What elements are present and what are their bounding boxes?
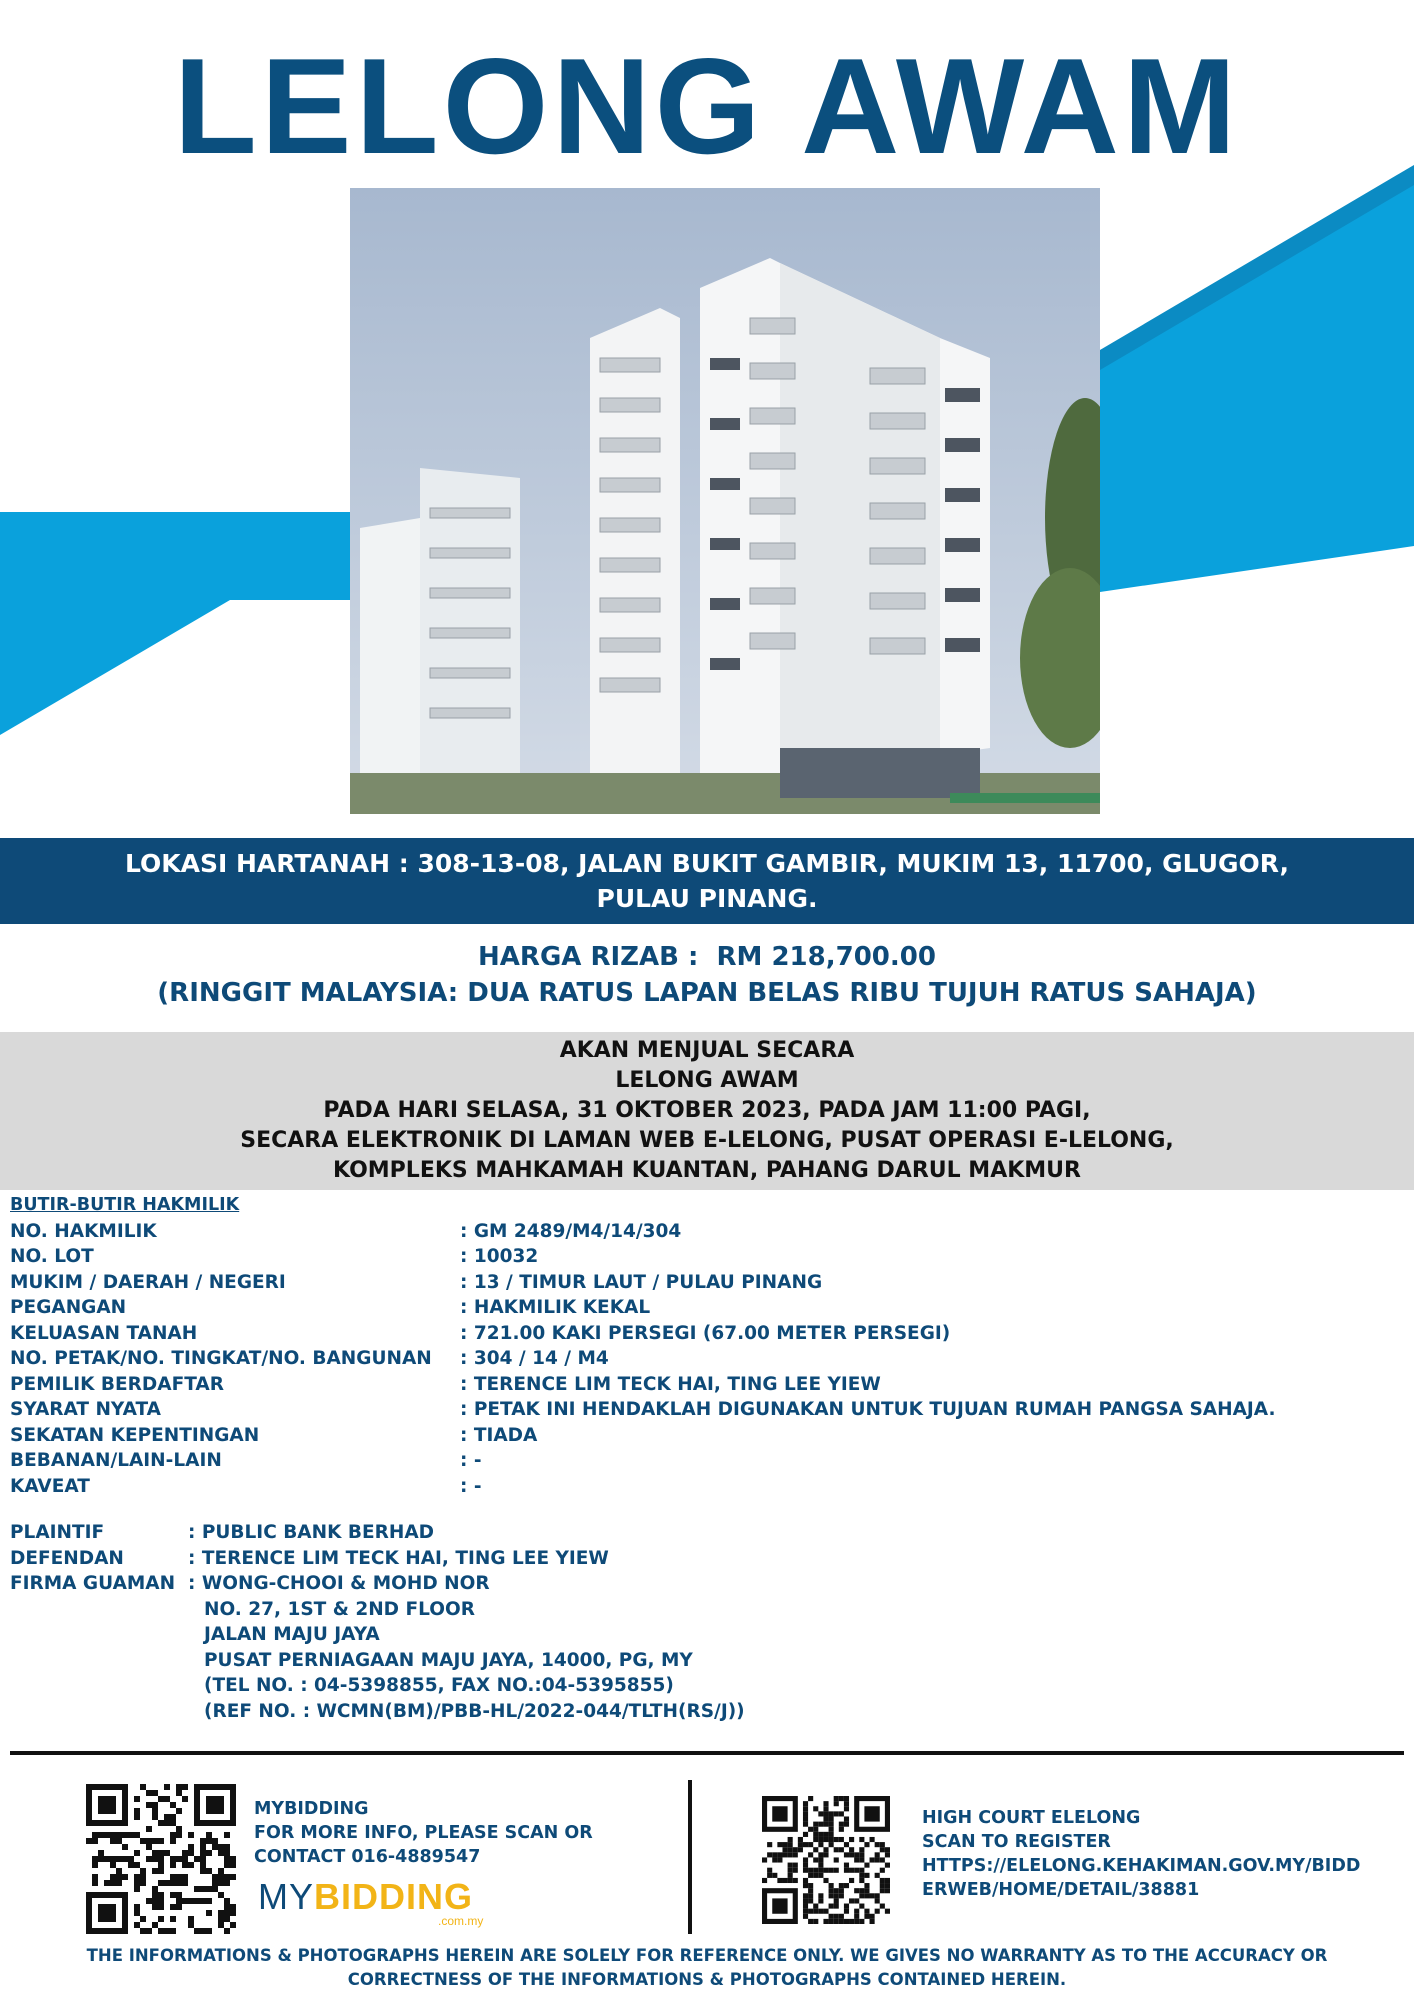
detail-row — [10, 1270, 1400, 1296]
law-firm-address-line: JALAN MAJU JAYA — [204, 1624, 380, 1645]
title-details-heading: BUTIR-BUTIR HAKMILIK — [10, 1195, 240, 1215]
law-firm-phone-line: (TEL NO. : 04-5398855, FAX NO.:04-5395855) — [204, 1675, 674, 1696]
contact-line: MYBIDDING — [254, 1799, 369, 1819]
law-firm-ref-line: (REF NO. : WCMN(BM)/PBB-HL/2022-044/TLTH(RS/J)) — [204, 1700, 745, 1722]
sale-notice-banner — [0, 1032, 1414, 1190]
location-banner — [0, 838, 1414, 924]
sale-notice-line: KOMPLEKS MAHKAMAH KUANTAN, PAHANG DARUL MAKMUR — [333, 1157, 1081, 1183]
plaintiff-label: PLAINTIF — [10, 1522, 105, 1543]
detail-row — [10, 1372, 1400, 1398]
detail-label: PEGANGAN — [10, 1297, 127, 1318]
law-firm-address-line: NO. 27, 1ST & 2ND FLOOR — [204, 1598, 475, 1620]
detail-label: BEBANAN/LAIN-LAIN — [10, 1450, 222, 1471]
detail-row — [10, 1321, 1400, 1347]
detail-value: : - — [460, 1450, 482, 1471]
detail-row — [10, 1448, 1400, 1474]
sale-notice-line: AKAN MENJUAL SECARA — [559, 1038, 855, 1063]
reserve-price-block — [0, 940, 1414, 1012]
detail-label: KELUASAN TANAH — [10, 1322, 198, 1344]
detail-label: KAVEAT — [10, 1475, 90, 1497]
reserve-price-label: HARGA RIZAB : RM 218,700.00 — [478, 942, 936, 972]
law-firm-value: : WONG-CHOOI & MOHD NOR — [188, 1573, 490, 1594]
footer-vertical-divider — [688, 1780, 692, 1934]
detail-row — [10, 1244, 1400, 1270]
contact-line: FOR MORE INFO, PLEASE SCAN OR — [254, 1823, 593, 1843]
location-line-1: LOKASI HARTANAH : 308-13-08, JALAN BUKIT GAMBIR, MUKIM 13, 11700, GLUGOR, — [124, 849, 1289, 878]
detail-label: NO. LOT — [10, 1246, 94, 1267]
logo-domain: .com.my — [438, 1914, 484, 1928]
location-line-2: PULAU PINANG. — [596, 884, 818, 913]
detail-row — [10, 1219, 1400, 1245]
mybidding-contact — [254, 1797, 593, 1869]
title-details — [10, 1193, 1400, 1499]
contact-line: SCAN TO REGISTER — [922, 1832, 1111, 1852]
mybidding-qr-code[interactable] — [86, 1784, 236, 1934]
disclaimer — [0, 1944, 1414, 1992]
detail-row — [10, 1295, 1400, 1321]
detail-value: : 13 / TIMUR LAUT / PULAU PINANG — [460, 1271, 823, 1293]
detail-row — [10, 1474, 1400, 1500]
defendant-label: DEFENDAN — [10, 1547, 124, 1569]
detail-value: : 721.00 KAKI PERSEGI (67.00 METER PERSEGI) — [460, 1322, 951, 1344]
detail-value: : TERENCE LIM TECK HAI, TING LEE YIEW — [460, 1373, 881, 1395]
elelong-contact — [922, 1806, 1360, 1902]
plaintiff-value: : PUBLIC BANK BERHAD — [188, 1522, 435, 1543]
property-photo — [350, 188, 1100, 814]
detail-value: : TIADA — [460, 1424, 538, 1446]
logo-prefix: MY — [258, 1876, 314, 1917]
mybidding-logo — [258, 1876, 484, 1928]
contact-line: HIGH COURT ELELONG — [922, 1808, 1141, 1828]
contact-line: CONTACT 016-4889547 — [254, 1847, 481, 1867]
detail-value: : GM 2489/M4/14/304 — [460, 1220, 682, 1242]
detail-row — [10, 1346, 1400, 1372]
page-title: LELONG AWAM — [173, 30, 1241, 182]
detail-label: SEKATAN KEPENTINGAN — [10, 1424, 260, 1446]
detail-value: : 10032 — [460, 1246, 539, 1267]
detail-label: SYARAT NYATA — [10, 1399, 161, 1420]
logo-highlight: BIDDING — [314, 1876, 473, 1917]
defendant-value: : TERENCE LIM TECK HAI, TING LEE YIEW — [188, 1547, 609, 1569]
sale-notice-line: PADA HARI SELASA, 31 OKTOBER 2023, PADA JAM 11:00 PAGI, — [323, 1097, 1091, 1123]
reserve-price-words: (RINGGIT MALAYSIA: DUA RATUS LAPAN BELAS RIBU TUJUH RATUS SAHAJA) — [157, 977, 1257, 1008]
detail-row — [10, 1423, 1400, 1449]
detail-label: PEMILIK BERDAFTAR — [10, 1373, 224, 1395]
detail-label: MUKIM / DAERAH / NEGERI — [10, 1271, 286, 1293]
disclaimer-line: CORRECTNESS OF THE INFORMATIONS & PHOTOGRAPHS CONTAINED HEREIN. — [347, 1970, 1067, 1989]
detail-value: : - — [460, 1475, 482, 1497]
detail-value: : PETAK INI HENDAKLAH DIGUNAKAN UNTUK TUJUAN RUMAH PANGSA SAHAJA. — [460, 1399, 1276, 1420]
footer-divider — [10, 1751, 1404, 1755]
sale-notice-line: SECARA ELEKTRONIK DI LAMAN WEB E-LELONG, PUSAT OPERASI E-LELONG, — [240, 1127, 1174, 1153]
register-link-cont[interactable]: ERWEB/HOME/DETAIL/38881 — [922, 1880, 1200, 1900]
law-firm-address-line: PUSAT PERNIAGAAN MAJU JAYA, 14000, PG, MY — [204, 1649, 693, 1671]
register-link[interactable]: HTTPS://ELELONG.KEHAKIMAN.GOV.MY/BIDD — [922, 1856, 1361, 1876]
detail-row — [10, 1397, 1400, 1423]
detail-label: NO. HAKMILIK — [10, 1220, 157, 1242]
law-firm-label: FIRMA GUAMAN — [10, 1573, 176, 1594]
disclaimer-line: THE INFORMATIONS & PHOTOGRAPHS HEREIN ARE SOLELY FOR REFERENCE ONLY. WE GIVES NO WARRANTY AS TO THE ACCURACY OR — [86, 1946, 1328, 1965]
detail-value: : 304 / 14 / M4 — [460, 1348, 609, 1369]
parties-section — [10, 1520, 1400, 1724]
sale-notice-line: LELONG AWAM — [615, 1067, 799, 1093]
detail-label: NO. PETAK/NO. TINGKAT/NO. BANGUNAN — [10, 1348, 432, 1369]
elelong-qr-code[interactable] — [762, 1796, 890, 1924]
detail-value: : HAKMILIK KEKAL — [460, 1297, 651, 1318]
